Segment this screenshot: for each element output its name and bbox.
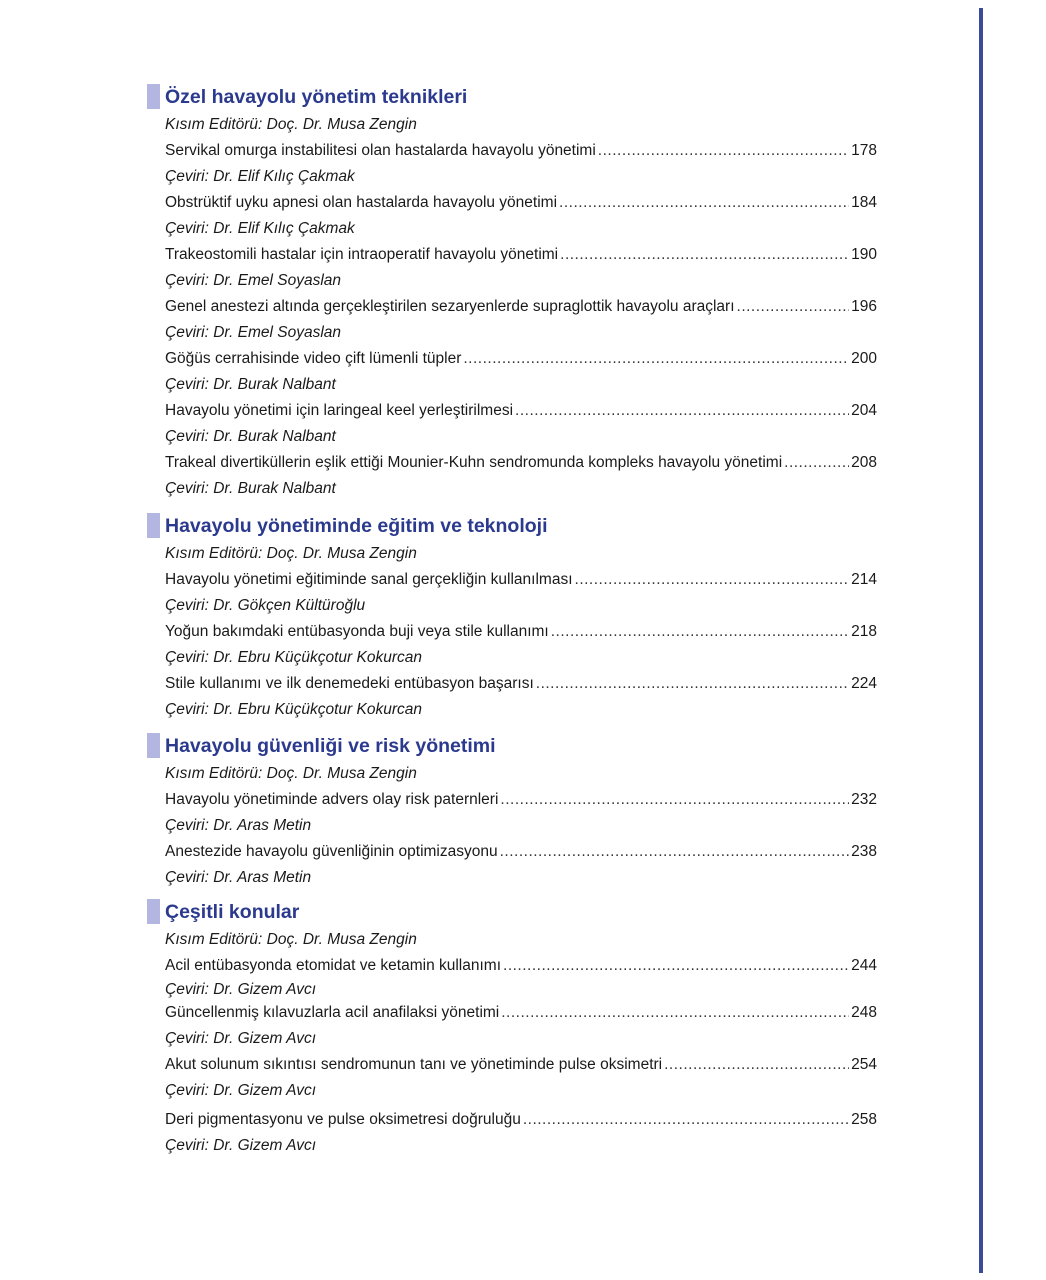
dot-leader — [500, 839, 850, 865]
toc-entry[interactable] — [165, 787, 877, 839]
dot-leader — [598, 138, 849, 164]
section-marker — [147, 513, 160, 538]
dot-leader — [664, 1052, 849, 1078]
toc-entry[interactable] — [165, 450, 877, 502]
toc-section — [0, 82, 1046, 502]
entry-title[interactable]: Havayolu yönetimi eğitiminde sanal gerçekliğin kullanılması — [165, 571, 573, 588]
toc-entry[interactable] — [165, 1052, 877, 1104]
entry-title[interactable]: Trakeal divertiküllerin eşlik ettiği Mounier-Kuhn sendromunda kompleks havayolu yönetimi — [165, 454, 783, 471]
entry-translator: Çeviri: Dr. Emel Soyaslan — [165, 324, 342, 341]
dot-leader — [536, 671, 849, 697]
entry-title[interactable]: Stile kullanımı ve ilk denemedeki entübasyon başarısı — [165, 675, 534, 692]
entry-translator: Çeviri: Dr. Elif Kılıç Çakmak — [165, 220, 355, 237]
toc-section — [0, 897, 1046, 1159]
section-title[interactable]: Çeşitli konular — [165, 901, 300, 923]
toc-entry[interactable] — [165, 346, 877, 398]
section-header — [0, 897, 1046, 927]
entry-translator: Çeviri: Dr. Gizem Avcı — [165, 1137, 316, 1154]
entry-title[interactable]: Akut solunum sıkıntısı sendromunun tanı ve yönetiminde pulse oksimetri — [165, 1056, 663, 1073]
toc-section — [0, 511, 1046, 723]
section-header — [0, 511, 1046, 541]
section-header — [0, 731, 1046, 761]
dot-leader — [559, 190, 849, 216]
dot-leader — [551, 619, 849, 645]
entry-title[interactable]: Acil entübasyonda etomidat ve ketamin kullanımı — [165, 957, 502, 974]
toc-entry[interactable] — [165, 953, 877, 1000]
entry-title[interactable]: Obstrüktif uyku apnesi olan hastalarda havayolu yönetimi — [165, 194, 558, 211]
entry-title[interactable]: Genel anestezi altında gerçekleştirilen sezaryenlerde supraglottik havayolu araçları — [165, 298, 735, 315]
dot-leader — [560, 242, 849, 268]
dot-leader — [784, 450, 849, 476]
dot-leader — [523, 1107, 849, 1133]
dot-leader — [500, 787, 849, 813]
entry-title[interactable]: Yoğun bakımdaki entübasyonda buji veya stile kullanımı — [165, 623, 549, 640]
dot-leader — [737, 294, 850, 320]
dot-leader — [503, 953, 849, 979]
section-title[interactable]: Özel havayolu yönetim teknikleri — [165, 86, 468, 108]
toc-entry[interactable] — [165, 398, 877, 450]
entry-title[interactable]: Güncellenmiş kılavuzlarla acil anafilaksi yönetimi — [165, 1004, 500, 1021]
section-title[interactable]: Havayolu yönetiminde eğitim ve teknoloji — [165, 515, 548, 537]
entry-page-number: 254 — [851, 1056, 877, 1073]
entry-page-number: 204 — [851, 402, 877, 419]
section-editor: Kısım Editörü: Doç. Dr. Musa Zengin — [165, 765, 417, 782]
entry-title[interactable]: Anestezide havayolu güvenliğinin optimizasyonu — [165, 843, 498, 860]
entry-translator: Çeviri: Dr. Burak Nalbant — [165, 376, 336, 393]
entry-translator: Çeviri: Dr. Gökçen Kültüroğlu — [165, 597, 366, 614]
section-header — [0, 82, 1046, 112]
entry-page-number: 178 — [851, 142, 877, 159]
entry-title[interactable]: Servikal omurga instabilitesi olan hastalarda havayolu yönetimi — [165, 142, 596, 159]
toc-entry[interactable] — [165, 294, 877, 346]
entry-translator: Çeviri: Dr. Emel Soyaslan — [165, 272, 342, 289]
entry-translator: Çeviri: Dr. Burak Nalbant — [165, 480, 336, 497]
toc-entry[interactable] — [165, 671, 877, 723]
toc-entry[interactable] — [165, 567, 877, 619]
entry-page-number: 244 — [851, 957, 877, 974]
toc-entry[interactable] — [165, 619, 877, 671]
section-editor: Kısım Editörü: Doç. Dr. Musa Zengin — [165, 116, 417, 133]
entry-page-number: 218 — [851, 623, 877, 640]
section-marker — [147, 733, 160, 758]
entry-page-number: 184 — [851, 194, 877, 211]
toc-entry[interactable] — [165, 839, 877, 891]
toc-entry[interactable] — [165, 1107, 877, 1159]
entry-page-number: 200 — [851, 350, 877, 367]
entry-translator: Çeviri: Dr. Gizem Avcı — [165, 981, 316, 998]
dot-leader — [463, 346, 849, 372]
entry-page-number: 238 — [851, 843, 877, 860]
section-editor: Kısım Editörü: Doç. Dr. Musa Zengin — [165, 545, 417, 562]
toc-entry[interactable] — [165, 1000, 877, 1052]
entry-page-number: 258 — [851, 1111, 877, 1128]
entry-page-number: 224 — [851, 675, 877, 692]
entry-page-number: 232 — [851, 791, 877, 808]
dot-leader — [575, 567, 850, 593]
entry-translator: Çeviri: Dr. Aras Metin — [165, 869, 312, 886]
entry-page-number: 214 — [851, 571, 877, 588]
section-marker — [147, 899, 160, 924]
dot-leader — [501, 1000, 849, 1026]
entry-translator: Çeviri: Dr. Gizem Avcı — [165, 1082, 316, 1099]
toc-section — [0, 731, 1046, 891]
entry-title[interactable]: Trakeostomili hastalar için intraoperatif havayolu yönetimi — [165, 246, 559, 263]
entry-title[interactable]: Göğüs cerrahisinde video çift lümenli tüpler — [165, 350, 462, 367]
toc-entry[interactable] — [165, 190, 877, 242]
entry-translator: Çeviri: Dr. Gizem Avcı — [165, 1030, 316, 1047]
entry-translator: Çeviri: Dr. Ebru Küçükçotur Kokurcan — [165, 701, 422, 718]
entry-page-number: 190 — [851, 246, 877, 263]
entry-page-number: 196 — [851, 298, 877, 315]
dot-leader — [515, 398, 849, 424]
entry-title[interactable]: Deri pigmentasyonu ve pulse oksimetresi doğruluğu — [165, 1111, 521, 1128]
entry-translator: Çeviri: Dr. Burak Nalbant — [165, 428, 336, 445]
entry-translator: Çeviri: Dr. Ebru Küçükçotur Kokurcan — [165, 649, 422, 666]
entry-title[interactable]: Havayolu yönetimi için laringeal keel yerleştirilmesi — [165, 402, 514, 419]
entry-page-number: 208 — [851, 454, 877, 471]
section-title[interactable]: Havayolu güvenliği ve risk yönetimi — [165, 735, 496, 757]
entry-translator: Çeviri: Dr. Elif Kılıç Çakmak — [165, 168, 355, 185]
toc-entry[interactable] — [165, 138, 877, 190]
entry-translator: Çeviri: Dr. Aras Metin — [165, 817, 312, 834]
section-editor: Kısım Editörü: Doç. Dr. Musa Zengin — [165, 931, 417, 948]
section-marker — [147, 84, 160, 109]
entry-page-number: 248 — [851, 1004, 877, 1021]
toc-entry[interactable] — [165, 242, 877, 294]
entry-title[interactable]: Havayolu yönetiminde advers olay risk paternleri — [165, 791, 499, 808]
